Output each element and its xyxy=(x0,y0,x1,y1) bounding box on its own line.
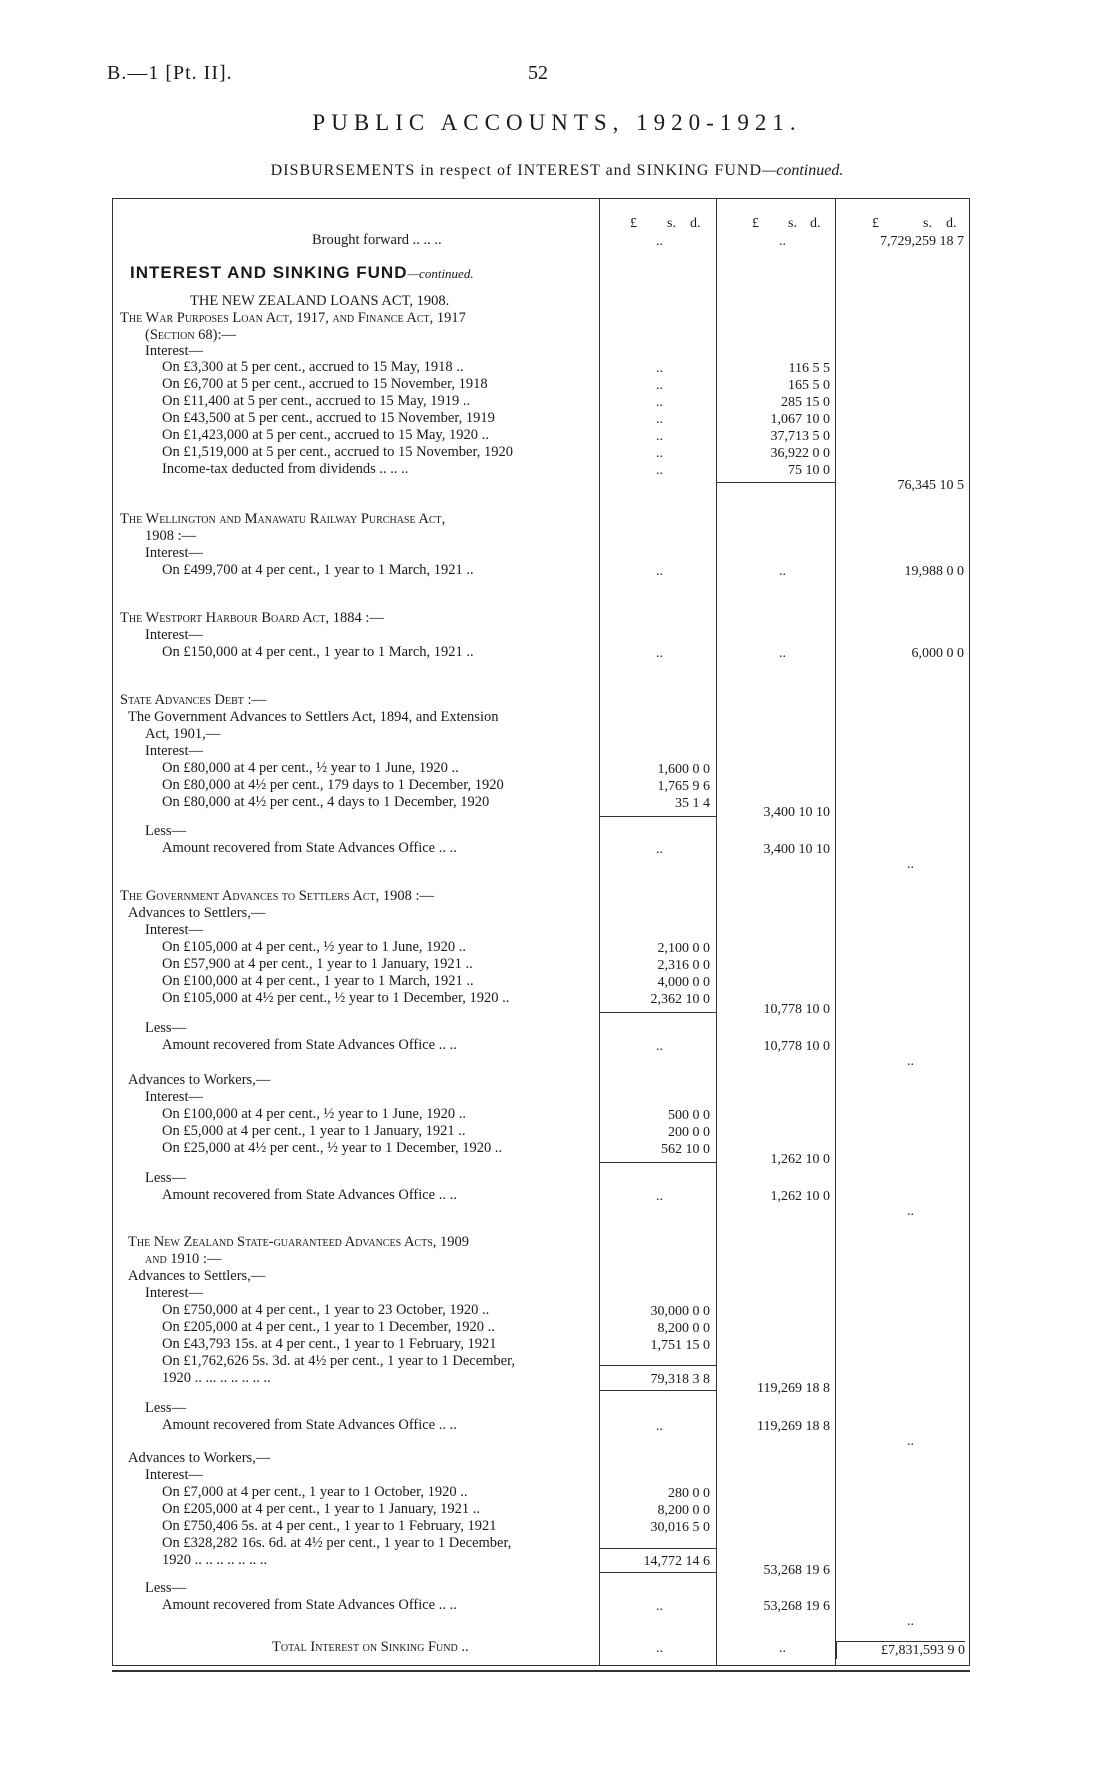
state-advances-line3: Act, 1901,— xyxy=(145,726,221,742)
nzsg-workers-row-label: On £7,000 at 4 per cent., 1 year to 1 October, 1920 .. xyxy=(162,1484,468,1500)
nz-loans-act-line2: (Section 68):— xyxy=(145,327,237,343)
gov-workers-recovered-c1: .. xyxy=(656,1189,663,1204)
table-right-rule xyxy=(969,198,970,1665)
nzsg-recovered-c1: .. xyxy=(656,1419,663,1434)
nzsg-sum-rule xyxy=(599,1390,716,1391)
nzsg-subtotal: 119,269 18 8 xyxy=(757,1381,830,1396)
grand-total-c3: £7,831,593 9 0 xyxy=(836,1641,965,1659)
section-heading xyxy=(130,263,474,284)
nz-loans-row-c1: .. xyxy=(656,412,663,427)
nzsg-workers: Advances to Workers,— xyxy=(128,1450,271,1466)
state-advances-less: Less— xyxy=(145,823,187,839)
state-advances-recovered-c2: 3,400 10 10 xyxy=(763,842,830,857)
state-advances-line2: The Government Advances to Settlers Act, 1894, and Extension xyxy=(128,709,499,725)
nz-loans-row-label: On £43,500 at 5 per cent., accrued to 15 November, 1919 xyxy=(162,410,495,426)
nzsg-workers-recovered-label: Amount recovered from State Advances Office .. .. xyxy=(162,1597,457,1613)
state-advances-row-c1: 1,600 0 0 xyxy=(657,762,710,777)
nz-loans-row-c1: .. xyxy=(656,429,663,444)
brought-forward-label: Brought forward .. .. .. xyxy=(312,232,442,248)
nzsg-workers-row-label: 1920 .. .. .. .. .. .. .. xyxy=(162,1552,268,1568)
gov-workers-recovered-label: Amount recovered from State Advances Office .. .. xyxy=(162,1187,457,1203)
nzsg-workers-row-label: On £750,406 5s. at 4 per cent., 1 year to 1 February, 1921 xyxy=(162,1518,497,1534)
nzsg-row-c1: 79,318 3 8 xyxy=(650,1372,710,1387)
nz-loans-row-c1: .. xyxy=(656,395,663,410)
nz-loans-row-c2: 1,067 10 0 xyxy=(770,412,830,427)
table-left-rule xyxy=(112,198,113,1665)
westport-row-label: On £150,000 at 4 per cent., 1 year to 1 March, 1921 .. xyxy=(162,644,474,660)
wellington-interest: Interest— xyxy=(145,545,203,561)
nz-loans-row-label: Income-tax deducted from dividends .. .. .. xyxy=(162,461,409,477)
nzsg-settlers: Advances to Settlers,— xyxy=(128,1268,266,1284)
nz-loans-row-label: On £6,700 at 5 per cent., accrued to 15 November, 1918 xyxy=(162,376,488,392)
nzsg-workers-row-c1: 30,016 5 0 xyxy=(650,1520,710,1535)
nz-loans-row-c1: .. xyxy=(656,463,663,478)
state-advances-interest: Interest— xyxy=(145,743,203,759)
gov-workers-c3: .. xyxy=(907,1204,914,1219)
col1-pence-header: d. xyxy=(690,216,701,231)
state-advances-subtotal: 3,400 10 10 xyxy=(763,805,830,820)
nzsg-workers-c3: .. xyxy=(907,1614,914,1629)
westport-c3: 6,000 0 0 xyxy=(911,646,964,661)
nzsg-workers-subtotal: 53,268 19 6 xyxy=(763,1563,830,1578)
gov-advances-c3: .. xyxy=(907,1054,914,1069)
nzsg-workers-row-c1: 280 0 0 xyxy=(668,1486,710,1501)
gov-advances-recovered-c1: .. xyxy=(656,1039,663,1054)
gov-workers-sum-rule xyxy=(599,1162,716,1163)
nzsg-recovered-label: Amount recovered from State Advances Office .. .. xyxy=(162,1417,457,1433)
subtitle-continued: —continued. xyxy=(762,162,844,179)
nz-loans-row-c2: 36,922 0 0 xyxy=(770,446,830,461)
gov-advances-row-label: On £105,000 at 4 per cent., ½ year to 1 June, 1920 .. xyxy=(162,939,467,955)
gov-workers-row-c1: 500 0 0 xyxy=(668,1108,710,1123)
gov-advances-line1: The Government Advances to Settlers Act, 1908 :— xyxy=(120,888,435,904)
westport-interest: Interest— xyxy=(145,627,203,643)
gov-workers-row-c1: 200 0 0 xyxy=(668,1125,710,1140)
nzsg-workers-less: Less— xyxy=(145,1580,187,1596)
wellington-c2: .. xyxy=(779,564,786,579)
nz-loans-row-label: On £1,423,000 at 5 per cent., accrued to 15 May, 1920 .. xyxy=(162,427,489,443)
nz-loans-sum-rule xyxy=(716,482,835,483)
nzsg-line1: The New Zealand State-guaranteed Advances Acts, 1909 xyxy=(128,1234,470,1250)
gov-advances-row-label: On £105,000 at 4½ per cent., ½ year to 1 December, 1920 .. xyxy=(162,990,510,1006)
nzsg-row-c1: 8,200 0 0 xyxy=(657,1321,710,1336)
nzsg-row-label: On £1,762,626 5s. 3d. at 4½ per cent., 1 year to 1 December, xyxy=(162,1353,515,1369)
nz-loans-title: THE NEW ZEALAND LOANS ACT, 1908. xyxy=(190,293,450,309)
state-advances-recovered-c1: .. xyxy=(656,842,663,857)
page-subtitle xyxy=(0,162,1114,180)
col3-shillings-header: s. xyxy=(923,216,932,231)
nzsg-workers-recovered-c2: 53,268 19 6 xyxy=(763,1599,830,1614)
gov-workers-row-label: On £100,000 at 4 per cent., ½ year to 1 June, 1920 .. xyxy=(162,1106,467,1122)
state-advances-recovered-label: Amount recovered from State Advances Office .. .. xyxy=(162,840,457,856)
state-advances-row-label: On £80,000 at 4 per cent., ½ year to 1 June, 1920 .. xyxy=(162,760,459,776)
gov-advances-recovered-c2: 10,778 10 0 xyxy=(763,1039,830,1054)
gov-advances-row-c1: 2,362 10 0 xyxy=(650,992,710,1007)
col2-pence-header: d. xyxy=(810,216,821,231)
gov-advances-settlers: Advances to Settlers,— xyxy=(128,905,266,921)
section-heading-cont: —continued. xyxy=(407,266,474,281)
nzsg-interest: Interest— xyxy=(145,1285,203,1301)
wellington-act-line1: The Wellington and Manawatu Railway Purchase Act, xyxy=(120,511,446,527)
wellington-c3: 19,988 0 0 xyxy=(904,564,964,579)
nz-loans-row-label: On £1,519,000 at 5 per cent., accrued to 15 November, 1920 xyxy=(162,444,513,460)
nzsg-recovered-c2: 119,269 18 8 xyxy=(757,1419,830,1434)
wellington-act-line2: 1908 :— xyxy=(145,528,197,544)
nzsg-workers-pre-rule xyxy=(599,1548,716,1549)
nzsg-workers-row-label: On £328,282 16s. 6d. at 4½ per cent., 1 year to 1 December, xyxy=(162,1535,512,1551)
col3-pence-header: d. xyxy=(946,216,957,231)
nzsg-workers-row-c1: 14,772 14 6 xyxy=(643,1554,710,1569)
nzsg-c3: .. xyxy=(907,1434,914,1449)
col2-shillings-header: s. xyxy=(788,216,797,231)
nz-loans-row-c1: .. xyxy=(656,361,663,376)
gov-advances-row-c1: 2,316 0 0 xyxy=(657,958,710,973)
state-advances-row-c1: 35 1 4 xyxy=(675,796,710,811)
page-number: 52 xyxy=(528,62,548,84)
gov-workers-recovered-c2: 1,262 10 0 xyxy=(770,1189,830,1204)
state-advances-row-label: On £80,000 at 4½ per cent., 4 days to 1 December, 1920 xyxy=(162,794,490,810)
gov-advances-row-label: On £100,000 at 4 per cent., 1 year to 1 March, 1921 .. xyxy=(162,973,474,989)
nzsg-workers-row-label: On £205,000 at 4 per cent., 1 year to 1 January, 1921 .. xyxy=(162,1501,480,1517)
nzsg-workers-row-c1: 8,200 0 0 xyxy=(657,1503,710,1518)
table-bottom-double-rule xyxy=(112,1670,970,1672)
report-reference: B.—1 [Pt. II]. xyxy=(107,62,233,84)
wellington-row-label: On £499,700 at 4 per cent., 1 year to 1 March, 1921 .. xyxy=(162,562,474,578)
nzsg-row-label: On £205,000 at 4 per cent., 1 year to 1 December, 1920 .. xyxy=(162,1319,495,1335)
nz-loans-row-c2: 285 15 0 xyxy=(781,395,830,410)
brought-forward-c3: 7,729,259 18 7 xyxy=(880,234,964,249)
gov-advances-row-c1: 4,000 0 0 xyxy=(657,975,710,990)
col2-pound-header: £ xyxy=(752,216,759,231)
nz-loans-row-c1: .. xyxy=(656,446,663,461)
gov-advances-sum-rule xyxy=(599,1012,716,1013)
table-bottom-rule xyxy=(112,1665,970,1666)
gov-workers-row-label: On £5,000 at 4 per cent., 1 year to 1 January, 1921 .. xyxy=(162,1123,466,1139)
nzsg-line2: and 1910 :— xyxy=(145,1251,222,1267)
state-advances-row-label: On £80,000 at 4½ per cent., 179 days to 1 December, 1920 xyxy=(162,777,504,793)
gov-workers-subtotal: 1,262 10 0 xyxy=(770,1152,830,1167)
nzsg-row-c1: 30,000 0 0 xyxy=(650,1304,710,1319)
nzsg-row-c1: 1,751 15 0 xyxy=(650,1338,710,1353)
col1-pound-header: £ xyxy=(630,216,637,231)
nz-loans-row-label: On £11,400 at 5 per cent., accrued to 15 May, 1919 .. xyxy=(162,393,471,409)
gov-advances-workers: Advances to Workers,— xyxy=(128,1072,271,1088)
grand-total-c2: .. xyxy=(779,1641,786,1656)
westport-c2: .. xyxy=(779,646,786,661)
nz-loans-row-c1: .. xyxy=(656,378,663,393)
nz-loans-row-c2: 37,713 5 0 xyxy=(770,429,830,444)
westport-act-line1: The Westport Harbour Board Act, 1884 :— xyxy=(120,610,384,626)
brought-forward-c2: .. xyxy=(779,234,786,249)
gov-advances-subtotal: 10,778 10 0 xyxy=(763,1002,830,1017)
nz-loans-row-c2: 165 5 0 xyxy=(788,378,830,393)
wellington-c1: .. xyxy=(656,564,663,579)
nz-loans-row-label: On £3,300 at 5 per cent., accrued to 15 May, 1918 .. xyxy=(162,359,464,375)
nzsg-workers-interest: Interest— xyxy=(145,1467,203,1483)
col3-pound-header: £ xyxy=(872,216,879,231)
section-heading-text: INTEREST AND SINKING FUND xyxy=(130,263,408,282)
gov-advances-row-label: On £57,900 at 4 per cent., 1 year to 1 January, 1921 .. xyxy=(162,956,473,972)
nz-loans-act-line1: The War Purposes Loan Act, 1917, and Finance Act, 1917 xyxy=(120,310,466,326)
brought-forward-c1: .. xyxy=(656,234,663,249)
nzsg-row-label: 1920 .. ... .. .. .. .. .. xyxy=(162,1370,271,1386)
col1-shillings-header: s. xyxy=(667,216,676,231)
nzsg-pre-rule xyxy=(599,1365,716,1366)
nzsg-row-label: On £43,793 15s. at 4 per cent., 1 year to 1 February, 1921 xyxy=(162,1336,497,1352)
nz-loans-interest: Interest— xyxy=(145,343,203,359)
grand-total-c1: .. xyxy=(656,1641,663,1656)
nzsg-row-label: On £750,000 at 4 per cent., 1 year to 23 October, 1920 .. xyxy=(162,1302,490,1318)
state-advances-sum-rule xyxy=(599,816,716,817)
gov-workers-row-label: On £25,000 at 4½ per cent., ½ year to 1 December, 1920 .. xyxy=(162,1140,503,1156)
gov-advances-workers-interest: Interest— xyxy=(145,1089,203,1105)
nz-loans-total: 76,345 10 5 xyxy=(897,478,964,493)
gov-advances-interest: Interest— xyxy=(145,922,203,938)
state-advances-line1: State Advances Debt :— xyxy=(120,692,267,708)
table-top-rule xyxy=(112,198,970,199)
nz-loans-row-c2: 75 10 0 xyxy=(788,463,830,478)
gov-workers-row-c1: 562 10 0 xyxy=(661,1142,710,1157)
grand-total-label: Total Interest on Sinking Fund .. xyxy=(272,1639,469,1655)
gov-advances-recovered-label: Amount recovered from State Advances Office .. .. xyxy=(162,1037,457,1053)
nzsg-less: Less— xyxy=(145,1400,187,1416)
nz-loans-row-c2: 116 5 5 xyxy=(788,361,830,376)
gov-advances-row-c1: 2,100 0 0 xyxy=(657,941,710,956)
gov-workers-less: Less— xyxy=(145,1170,187,1186)
subtitle-main: DISBURSEMENTS in respect of INTEREST and SINKING FUND xyxy=(270,162,763,179)
page-title: PUBLIC ACCOUNTS, 1920-1921. xyxy=(312,110,802,135)
nzsg-workers-recovered-c1: .. xyxy=(656,1599,663,1614)
gov-advances-less: Less— xyxy=(145,1020,187,1036)
nzsg-workers-sum-rule xyxy=(599,1572,716,1573)
state-advances-c3: .. xyxy=(907,857,914,872)
state-advances-row-c1: 1,765 9 6 xyxy=(657,779,710,794)
westport-c1: .. xyxy=(656,646,663,661)
